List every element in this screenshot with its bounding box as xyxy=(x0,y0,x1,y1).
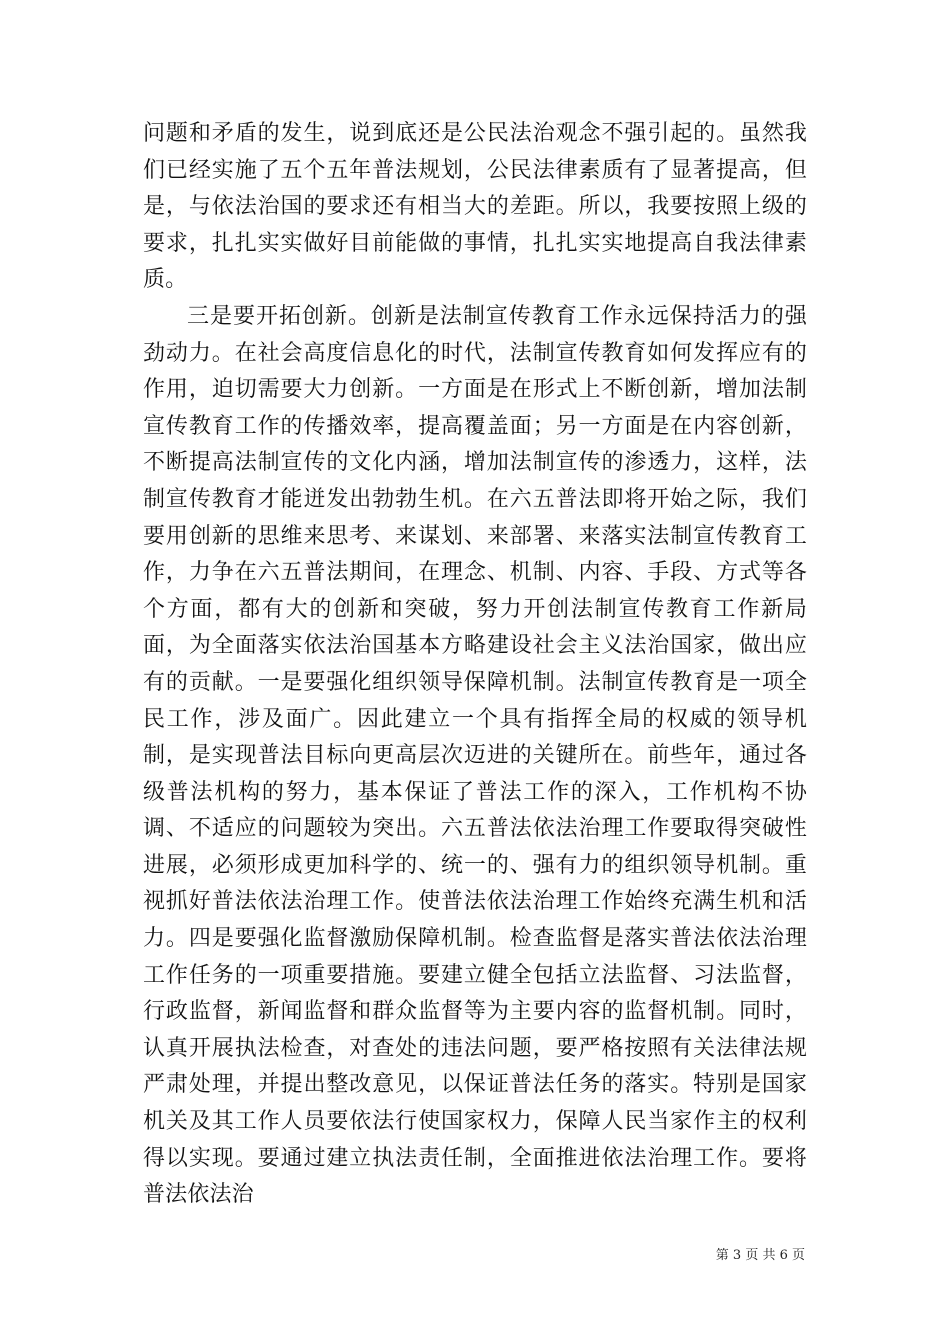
paragraph-2: 三是要开拓创新。创新是法制宣传教育工作永远保持活力的强劲动力。在社会高度信息化的时代，法制宣传教育如何发挥应有的作用，迫切需要大力创新。一方面是在形式上不断创新，增加法制宣传教育工作的传播效率，提高覆盖面；另一方面是在内容创新，不断提高法制宣传的文化内涵，增加法制宣传的渗透力，这样，法制宣传教育才能迸发出勃勃生机。在六五普法即将开始之际，我们要用创新的思维来思考、来谋划、来部署、来落实法制宣传教育工作，力争在六五普法期间，在理念、机制、内容、手段、方式等各个方面，都有大的创新和突破，努力开创法制宣传教育工作新局面，为全面落实依法治国基本方略建设社会主义法治国家，做出应有的贡献。一是要强化组织领导保障机制。法制宣传教育是一项全民工作，涉及面广。因此建立一个具有指挥全局的权威的领导机制，是实现普法目标向更高层次迈进的关键所在。前些年，通过各级普法机构的努力，基本保证了普法工作的深入，工作机构不协调、不适应的问题较为突出。六五普法依法治理工作要取得突破性进展，必须形成更加科学的、统一的、强有力的组织领导机制。重视抓好普法依法治理工作。使普法依法治理工作始终充满生机和活力。四是要强化监督激励保障机制。检查监督是落实普法依法治理工作任务的一项重要措施。要建立健全包括立法监督、习法监督，行政监督，新闻监督和群众监督等为主要内容的监督机制。同时，认真开展执法检查，对查处的违法问题，要严格按照有关法律法规严肃处理，并提出整改意见，以保证普法任务的落实。特别是国家机关及其工作人员要依法行使国家权力，保障人民当家作主的权利得以实现。要通过建立执法责任制，全面推进依法治理工作。要将普法依法治 xyxy=(143,303,807,1208)
page-number: 第 3 页 共 6 页 xyxy=(715,1248,805,1263)
document-body xyxy=(143,116,807,1214)
paragraph-1: 问题和矛盾的发生，说到底还是公民法治观念不强引起的。虽然我们已经实施了五个五年普法规划，公民法律素质有了显著提高，但是，与依法治国的要求还有相当大的差距。所以，我要按照上级的要求，扎扎实实做好目前能做的事情，扎扎实实地提高自我法律素质。 xyxy=(143,121,807,293)
